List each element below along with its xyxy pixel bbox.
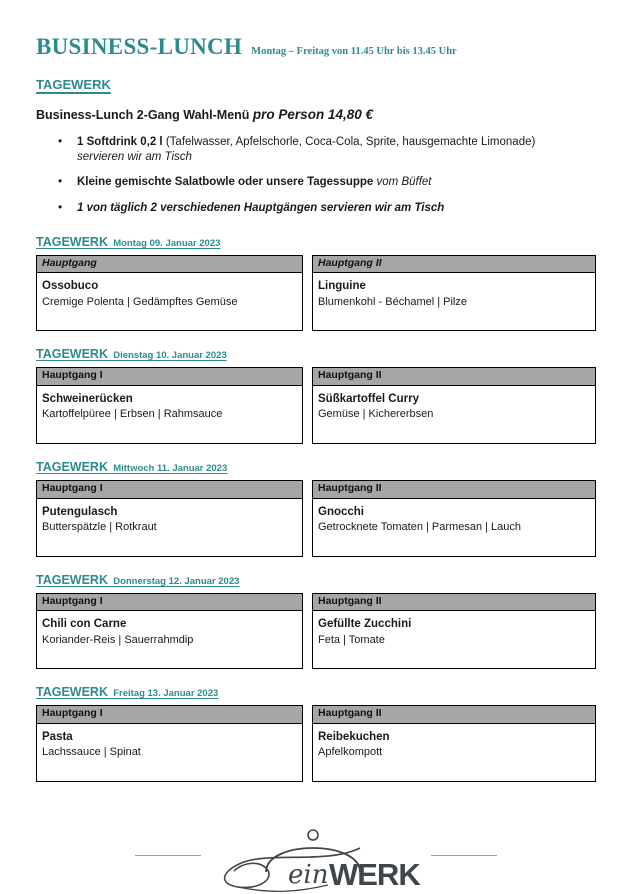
divider-line-left	[135, 855, 201, 856]
dish-cell	[312, 724, 596, 782]
dish-sides: Koriander-Reis | Sauerrahmdip	[42, 633, 194, 646]
bullet-italic-text: vom Büffet	[376, 176, 432, 189]
bullet-italic-text: 1 von täglich 2 verschiedenen Hauptgängen servieren wir am Tisch	[77, 201, 445, 214]
list-item-softdrink	[58, 135, 596, 165]
dish-sides: Lachssauce | Spinat	[42, 746, 141, 759]
day-heading-label: TAGEWERK	[36, 572, 108, 587]
day-heading-label: TAGEWERK	[36, 459, 108, 474]
day-heading-label: TAGEWERK	[36, 685, 108, 700]
column-header-hauptgang-2: Hauptgang II	[312, 367, 596, 386]
included-items-list	[36, 135, 596, 216]
bullet-italic-text: servieren wir am Tisch	[77, 151, 192, 164]
day-heading	[36, 570, 596, 589]
dish-name: Putengulasch	[42, 505, 118, 518]
list-item-salat	[58, 175, 596, 190]
section-heading: TAGEWERK	[36, 77, 111, 92]
dish-sides: Getrocknete Tomaten | Parmesan | Lauch	[318, 521, 522, 534]
day-heading-date: Donnerstag 12. Januar 2023	[113, 575, 240, 587]
day-section-mittwoch	[36, 457, 596, 557]
dish-sides: Feta | Tomate	[318, 633, 385, 646]
day-heading-date: Montag 09. Januar 2023	[113, 237, 221, 249]
menu-offer-name: Business-Lunch 2-Gang Wahl-Menü	[36, 108, 250, 122]
day-heading-label: TAGEWERK	[36, 347, 108, 362]
dish-name: Gnocchi	[318, 505, 365, 518]
divider-line-right	[431, 855, 497, 856]
day-menu-table	[36, 367, 596, 444]
dish-sides: Kartoffelpüree | Erbsen | Rahmsauce	[42, 408, 223, 421]
footer	[36, 818, 596, 894]
day-heading-date: Mittwoch 11. Januar 2023	[113, 462, 228, 474]
menu-offer-line	[36, 107, 596, 122]
day-section-montag	[36, 232, 596, 332]
page-header	[36, 34, 596, 216]
column-header-hauptgang-2: Hauptgang II	[312, 593, 596, 612]
day-section-freitag	[36, 682, 596, 782]
dish-cell	[36, 611, 303, 669]
day-heading	[36, 232, 596, 251]
dish-sides: Butterspätzle | Rotkraut	[42, 521, 157, 534]
dish-name: Pasta	[42, 730, 73, 743]
dish-cell	[36, 273, 303, 331]
column-header-hauptgang-1: Hauptgang I	[36, 367, 303, 386]
bullet-bold-text: Kleine gemischte Salatbowle oder unsere Tagessuppe	[77, 176, 374, 189]
dish-cell	[36, 386, 303, 444]
day-menu-table	[36, 480, 596, 557]
day-menu-table	[36, 255, 596, 332]
day-section-dienstag	[36, 344, 596, 444]
bullet-regular-text: (Tafelwasser, Apfelschorle, Coca-Cola, Sprite, hausgemachte Limonade)	[165, 136, 536, 148]
column-header-hauptgang-1: Hauptgang	[36, 255, 303, 274]
column-header-hauptgang-1: Hauptgang I	[36, 480, 303, 499]
dish-name: Schweinerücken	[42, 392, 133, 405]
day-heading-date: Dienstag 10. Januar 2023	[113, 350, 227, 362]
column-header-hauptgang-2: Hauptgang II	[312, 480, 596, 499]
day-heading-date: Freitag 13. Januar 2023	[113, 688, 219, 700]
day-menu-table	[36, 705, 596, 782]
dish-sides: Blumenkohl - Béchamel | Pilze	[318, 295, 467, 308]
dish-cell	[312, 273, 596, 331]
dish-cell	[36, 724, 303, 782]
dish-sides: Cremige Polenta | Gedämpftes Gemüse	[42, 295, 238, 308]
dish-name: Reibekuchen	[318, 730, 390, 743]
day-heading	[36, 682, 596, 701]
dish-name: Gefüllte Zucchini	[318, 618, 412, 631]
dish-name: Chili con Carne	[42, 618, 127, 631]
feinwerk-logo	[202, 818, 430, 894]
dish-cell	[36, 499, 303, 557]
dish-name: Ossobuco	[42, 280, 99, 293]
column-header-hauptgang-2: Hauptgang II	[312, 705, 596, 724]
list-item-hauptgang	[58, 201, 596, 216]
page-title: BUSINESS-LUNCH	[36, 34, 243, 59]
column-header-hauptgang-2: Hauptgang II	[312, 255, 596, 274]
dish-name: Linguine	[318, 280, 366, 293]
opening-hours: Montag – Freitag von 11.45 Uhr bis 13.45 Uhr	[251, 46, 457, 57]
title-row	[36, 34, 596, 60]
dish-cell	[312, 386, 596, 444]
cloche-knob-icon	[308, 830, 318, 840]
day-menu-table	[36, 593, 596, 670]
day-heading	[36, 344, 596, 363]
day-heading	[36, 457, 596, 476]
dish-cell	[312, 611, 596, 669]
column-header-hauptgang-1: Hauptgang I	[36, 593, 303, 612]
bullet-bold-text: 1 Softdrink 0,2 l	[77, 136, 163, 148]
dish-sides: Apfelkompott	[318, 746, 383, 759]
logo-script-text: ein	[288, 859, 329, 890]
dish-sides: Gemüse | Kichererbsen	[318, 408, 434, 421]
dish-name: Süßkartoffel Curry	[318, 392, 419, 405]
menu-offer-price: pro Person 14,80 €	[252, 107, 373, 122]
dish-cell	[312, 499, 596, 557]
day-section-donnerstag	[36, 570, 596, 670]
logo-bold-text: WERK	[329, 856, 420, 892]
day-heading-label: TAGEWERK	[36, 234, 108, 249]
column-header-hauptgang-1: Hauptgang I	[36, 705, 303, 724]
